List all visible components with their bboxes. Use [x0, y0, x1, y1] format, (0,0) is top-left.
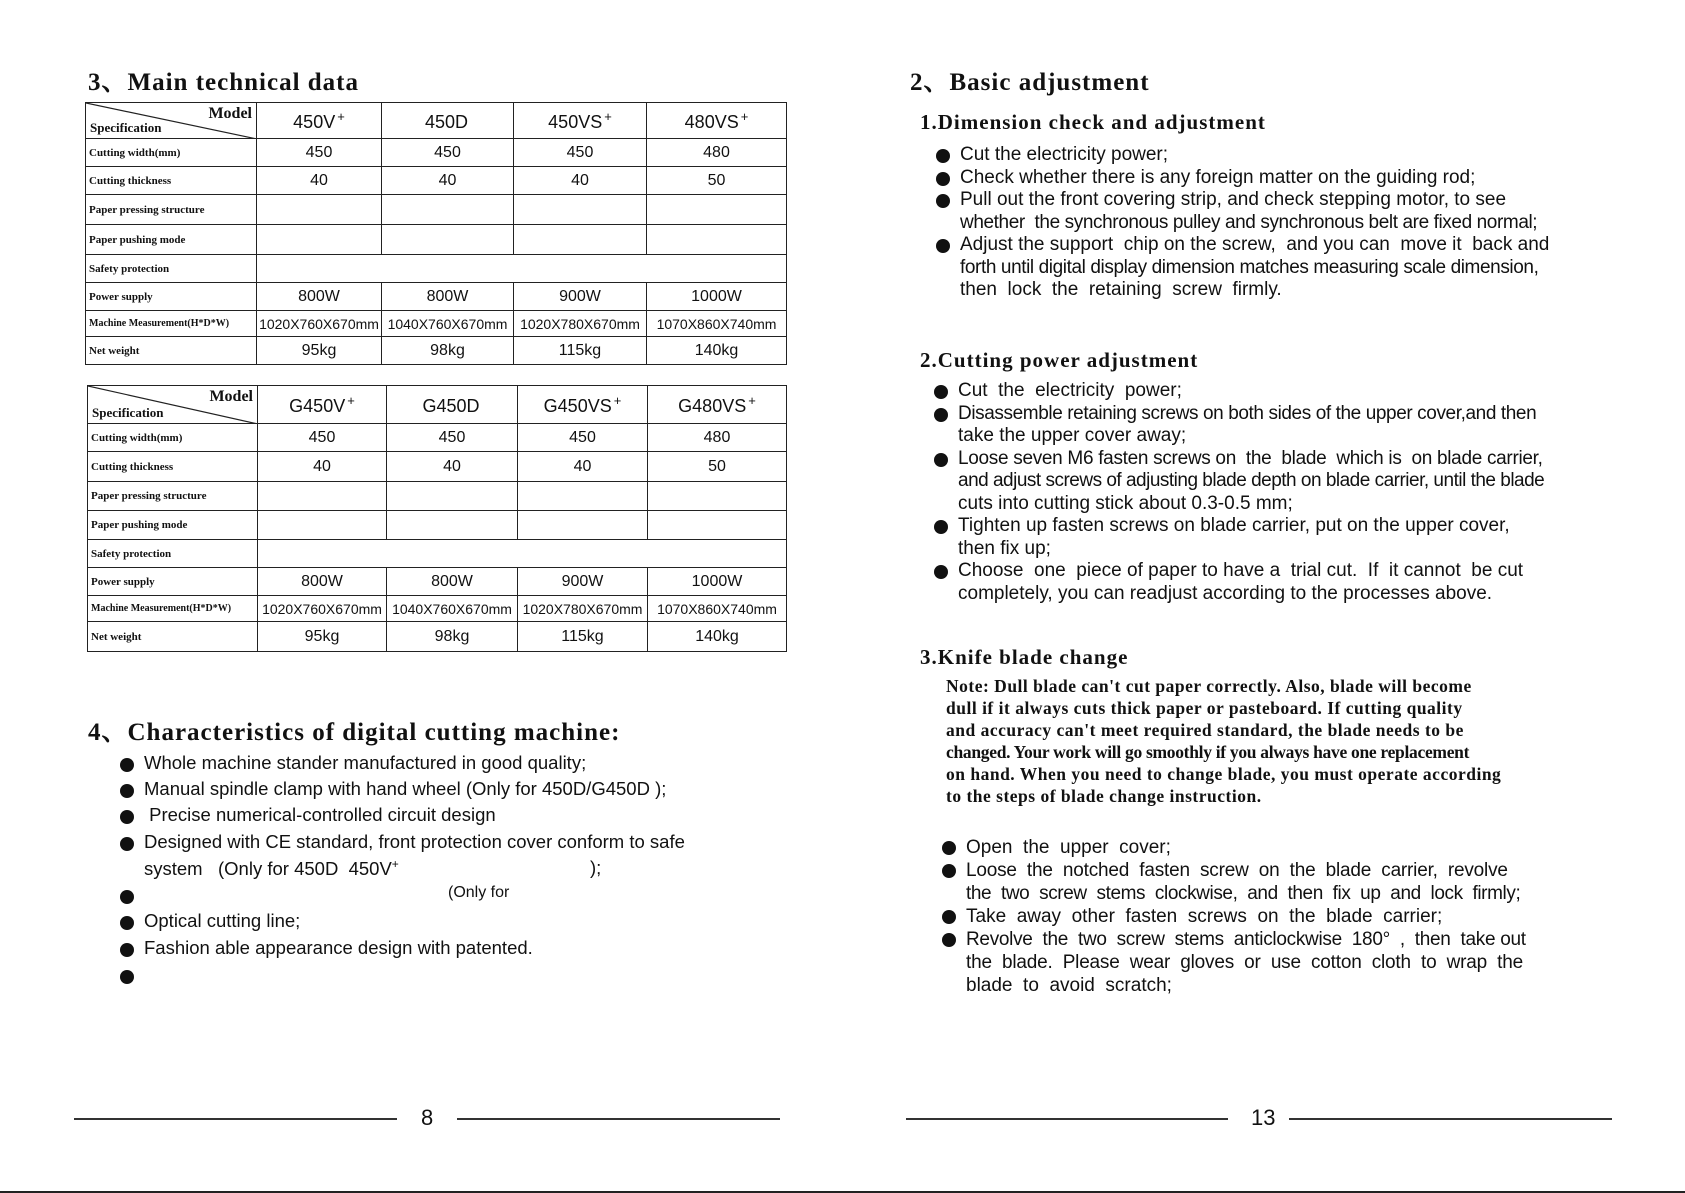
table-cell: 450: [382, 139, 514, 167]
row-label: Paper pressing structure: [86, 195, 257, 225]
table-cell: 800W: [387, 568, 518, 596]
table-row: [86, 311, 787, 337]
table-row: [88, 424, 787, 452]
row-label: Cutting thickness: [88, 452, 258, 482]
section2-title: 2、Basic adjustment: [910, 69, 1150, 96]
table-cell: [387, 482, 518, 511]
table-cell: 140kg: [647, 337, 787, 365]
row-label: Paper pushing mode: [86, 225, 257, 255]
table-row: [88, 452, 787, 482]
table-cell: 800W: [382, 283, 514, 311]
bullet-icon: [942, 864, 956, 878]
subsection1-title: 1.Dimension check and adjustment: [920, 110, 1266, 134]
list-item: Choose one piece of paper to have a trial cut. If it cannot be cut completely, you can readjust according to the processes above.: [934, 560, 1624, 605]
bullet-icon: [120, 758, 134, 772]
row-label: Cutting width(mm): [86, 139, 257, 167]
table-cell: 800W: [257, 283, 382, 311]
table-row: [86, 167, 787, 195]
table-cell: 95kg: [257, 337, 382, 365]
table-cell: 1000W: [647, 283, 787, 311]
table-row: [88, 568, 787, 596]
table-cell: [258, 540, 787, 568]
spec-table-1: [85, 102, 787, 365]
row-label: Power supply: [88, 568, 258, 596]
table-cell: [257, 255, 787, 283]
table2-model-4: G480VS +: [648, 386, 787, 424]
table-cell: [648, 482, 787, 511]
table-cell: 1020X780X670mm: [514, 311, 647, 337]
row-label: Machine Measurement(H*D*W): [86, 311, 257, 337]
table1-corner-cell: [86, 103, 257, 139]
table-cell: 115kg: [518, 622, 648, 652]
list-item: Adjust the support chip on the screw, and you can move it back and forth until digital display dimension matches measuring scale dimension, then lock the retaining screw firmly.: [936, 234, 1626, 302]
list-item: Take away other fasten screws on the blade carrier;: [942, 905, 1622, 928]
table-cell: 1000W: [648, 568, 787, 596]
bullet-icon: [934, 565, 948, 579]
table-cell: 450: [258, 424, 387, 452]
table-cell: [648, 511, 787, 540]
table-row: [86, 139, 787, 167]
table-cell: 1040X760X670mm: [387, 596, 518, 622]
bullet-icon: [934, 385, 948, 399]
table-cell: 450: [514, 139, 647, 167]
row-label: Net weight: [86, 337, 257, 365]
table-cell: 40: [387, 452, 518, 482]
page-number: 8: [421, 1105, 434, 1130]
row-label: Cutting width(mm): [88, 424, 258, 452]
list-item: Loose seven M6 fasten screws on the blade which is on blade carrier, and adjust screws of adjusting blade depth on blade carrier, until the blade cuts into cutting stick about 0.3-0.5 mm;: [934, 448, 1624, 516]
list-item: Loose the notched fasten screw on the blade carrier, revolve the two screw stems clockwise, and then fix up and lock firmly;: [942, 859, 1622, 905]
table-cell: 800W: [258, 568, 387, 596]
table-cell: 1020X760X670mm: [258, 596, 387, 622]
table-cell: [518, 482, 648, 511]
row-label: Paper pressing structure: [88, 482, 258, 511]
footer-rule-left: [74, 1118, 397, 1120]
table-cell: 95kg: [258, 622, 387, 652]
row-label: Safety protection: [88, 540, 258, 568]
table-cell: [382, 225, 514, 255]
bullet-icon: [120, 970, 134, 984]
table-row: [88, 482, 787, 511]
table1-model-4: 480VS +: [647, 103, 787, 139]
footer-rule-left: [906, 1118, 1228, 1120]
table-row: [88, 511, 787, 540]
table2-header-row: [88, 386, 787, 424]
subsection3-title: 3.Knife blade change: [920, 645, 1129, 669]
table-row: [86, 195, 787, 225]
table2-corner-cell: [88, 386, 258, 424]
table-cell: 115kg: [514, 337, 647, 365]
table2-model-1: G450V +: [258, 386, 387, 424]
dimension-check-list: [936, 144, 1626, 302]
table2-model-label: Model: [209, 388, 253, 405]
bullet-icon: [934, 520, 948, 534]
table-cell: 450: [257, 139, 382, 167]
table-row: [88, 622, 787, 652]
table1-header-row: [86, 103, 787, 139]
footer-rule-right: [1289, 1118, 1612, 1120]
table-cell: 450: [387, 424, 518, 452]
table-cell: 1070X860X740mm: [648, 596, 787, 622]
table-cell: 1070X860X740mm: [647, 311, 787, 337]
bullet-icon: [936, 149, 950, 163]
blade-change-note: Note: Dull blade can't cut paper correctly. Also, blade will become dull if it always cuts thick paper or pasteboard. If cutting quality and accuracy can't meet required standard, the blade needs to be changed. Your work will go smoothly if you always have one replacement on hand. When you need to change blade, you must operate according to the steps of blade change instruction.: [946, 676, 1502, 806]
blade-change-list: [942, 836, 1622, 997]
bullet-icon: [936, 172, 950, 186]
row-label: Safety protection: [86, 255, 257, 283]
table1-model-3: 450VS +: [514, 103, 647, 139]
bullet-icon: [934, 453, 948, 467]
table-cell: [647, 195, 787, 225]
table-cell: 40: [257, 167, 382, 195]
table-cell: 140kg: [648, 622, 787, 652]
table-cell: 1040X760X670mm: [382, 311, 514, 337]
table1-model-2: 450D: [382, 103, 514, 139]
table2-model-3: G450VS +: [518, 386, 648, 424]
table-cell: [258, 482, 387, 511]
list-item: Cut the electricity power;: [934, 380, 1624, 403]
table-cell: 480: [647, 139, 787, 167]
table-cell: [647, 225, 787, 255]
page-number: 13: [1251, 1105, 1276, 1130]
footer-rule-right: [457, 1118, 780, 1120]
table-cell: 450: [518, 424, 648, 452]
table-row: [86, 337, 787, 365]
table-cell: [514, 195, 647, 225]
table-cell: 50: [648, 452, 787, 482]
bullet-icon: [120, 837, 134, 851]
bullet-icon: [936, 239, 950, 253]
table-row: [88, 540, 787, 568]
bullet-icon: [942, 933, 956, 947]
list-item: Cut the electricity power;: [936, 144, 1626, 167]
row-label: Net weight: [88, 622, 258, 652]
spec-table-2: [87, 385, 787, 652]
bullet-icon: [936, 194, 950, 208]
list-item: Pull out the front covering strip, and check stepping motor, to see whether the synchronous pulley and synchronous belt are fixed normal;: [936, 189, 1626, 234]
list-item: Check whether there is any foreign matter on the guiding rod;: [936, 167, 1626, 190]
bullet-icon: [934, 408, 948, 422]
table2-spec-label: Specification: [92, 405, 164, 420]
table-cell: 40: [258, 452, 387, 482]
bullet-icon: [942, 841, 956, 855]
bullet-icon: [120, 810, 134, 824]
bullet-icon: [120, 916, 134, 930]
table2-model-2: G450D: [387, 386, 518, 424]
table1-model-1: 450V +: [257, 103, 382, 139]
table-cell: 1020X780X670mm: [518, 596, 648, 622]
table-cell: 900W: [518, 568, 648, 596]
bullet-icon: [942, 910, 956, 924]
table1-model-label: Model: [208, 105, 252, 122]
table-cell: 900W: [514, 283, 647, 311]
section4-title: 4、Characteristics of digital cutting machine:: [88, 719, 621, 746]
list-item: Revolve the two screw stems anticlockwise 180° , then take out the blade. Please wear gloves or use cotton cloth to wrap the blade to avoid scratch;: [942, 928, 1622, 997]
row-label: Power supply: [86, 283, 257, 311]
table-cell: 50: [647, 167, 787, 195]
table-cell: [514, 225, 647, 255]
row-label: Machine Measurement(H*D*W): [88, 596, 258, 622]
table-cell: [258, 511, 387, 540]
table-cell: [257, 225, 382, 255]
table-cell: [518, 511, 648, 540]
table-row: [86, 283, 787, 311]
table-cell: 40: [382, 167, 514, 195]
table-cell: [387, 511, 518, 540]
bullet-icon: [120, 943, 134, 957]
table-cell: 98kg: [387, 622, 518, 652]
list-item: Tighten up fasten screws on blade carrier, put on the upper cover, then fix up;: [934, 515, 1624, 560]
table-cell: 40: [518, 452, 648, 482]
cutting-power-list: [934, 380, 1624, 605]
table-row: [86, 225, 787, 255]
table-row: [88, 596, 787, 622]
bullet-icon: [120, 890, 134, 904]
table1-spec-label: Specification: [90, 120, 162, 135]
section3-title: 3、Main technical data: [88, 69, 359, 96]
table-cell: [257, 195, 382, 225]
list-item: Open the upper cover;: [942, 836, 1622, 859]
list-item: Disassemble retaining screws on both sides of the upper cover,and then take the upper cover away;: [934, 403, 1624, 448]
table-row: [86, 255, 787, 283]
table-cell: 98kg: [382, 337, 514, 365]
table-cell: 480: [648, 424, 787, 452]
row-label: Paper pushing mode: [88, 511, 258, 540]
table-cell: 40: [514, 167, 647, 195]
subsection2-title: 2.Cutting power adjustment: [920, 348, 1199, 372]
table-cell: [382, 195, 514, 225]
table-cell: 1020X760X670mm: [257, 311, 382, 337]
row-label: Cutting thickness: [86, 167, 257, 195]
list-item: Precise numerical-controlled circuit design: [120, 804, 141, 892]
bullet-icon: [120, 784, 134, 798]
